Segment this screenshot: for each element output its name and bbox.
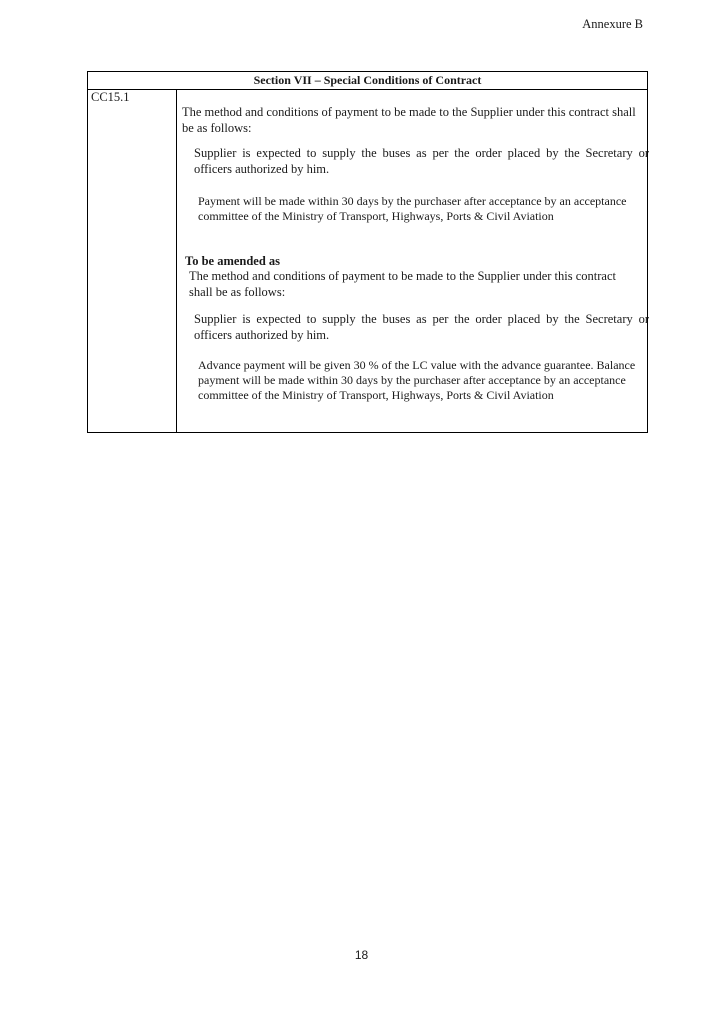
amended-payment: Advance payment will be given 30 % of the LC value with the advance guarantee. Balance payment will be made within 30 days by the purchaser after acceptance by an acceptance committee of the Ministry of Transport, Highways, Ports & Civil Aviation — [198, 358, 636, 402]
original-intro: The method and conditions of payment to be made to the Supplier under this contract shall be as follows: — [182, 105, 636, 135]
conditions-table — [87, 71, 648, 433]
amended-supply: Supplier is expected to supply the buses as per the order placed by the Secretary or officers authorized by him. — [194, 312, 649, 342]
column-divider — [176, 89, 177, 432]
original-supply: Supplier is expected to supply the buses as per the order placed by the Secretary or officers authorized by him. — [194, 146, 649, 176]
annexure-label: Annexure B — [582, 17, 643, 31]
original-payment: Payment will be made within 30 days by the purchaser after acceptance by an acceptance committee of the Ministry of Transport, Highways, Ports & Civil Aviation — [198, 194, 627, 223]
amended-intro: The method and conditions of payment to be made to the Supplier under this contract shall be as follows: — [189, 269, 616, 299]
amended-heading: To be amended as — [185, 254, 281, 268]
clause-id: CC15.1 — [91, 90, 130, 104]
section-title: Section VII – Special Conditions of Contract — [88, 72, 647, 90]
page-number: 18 — [354, 948, 369, 962]
